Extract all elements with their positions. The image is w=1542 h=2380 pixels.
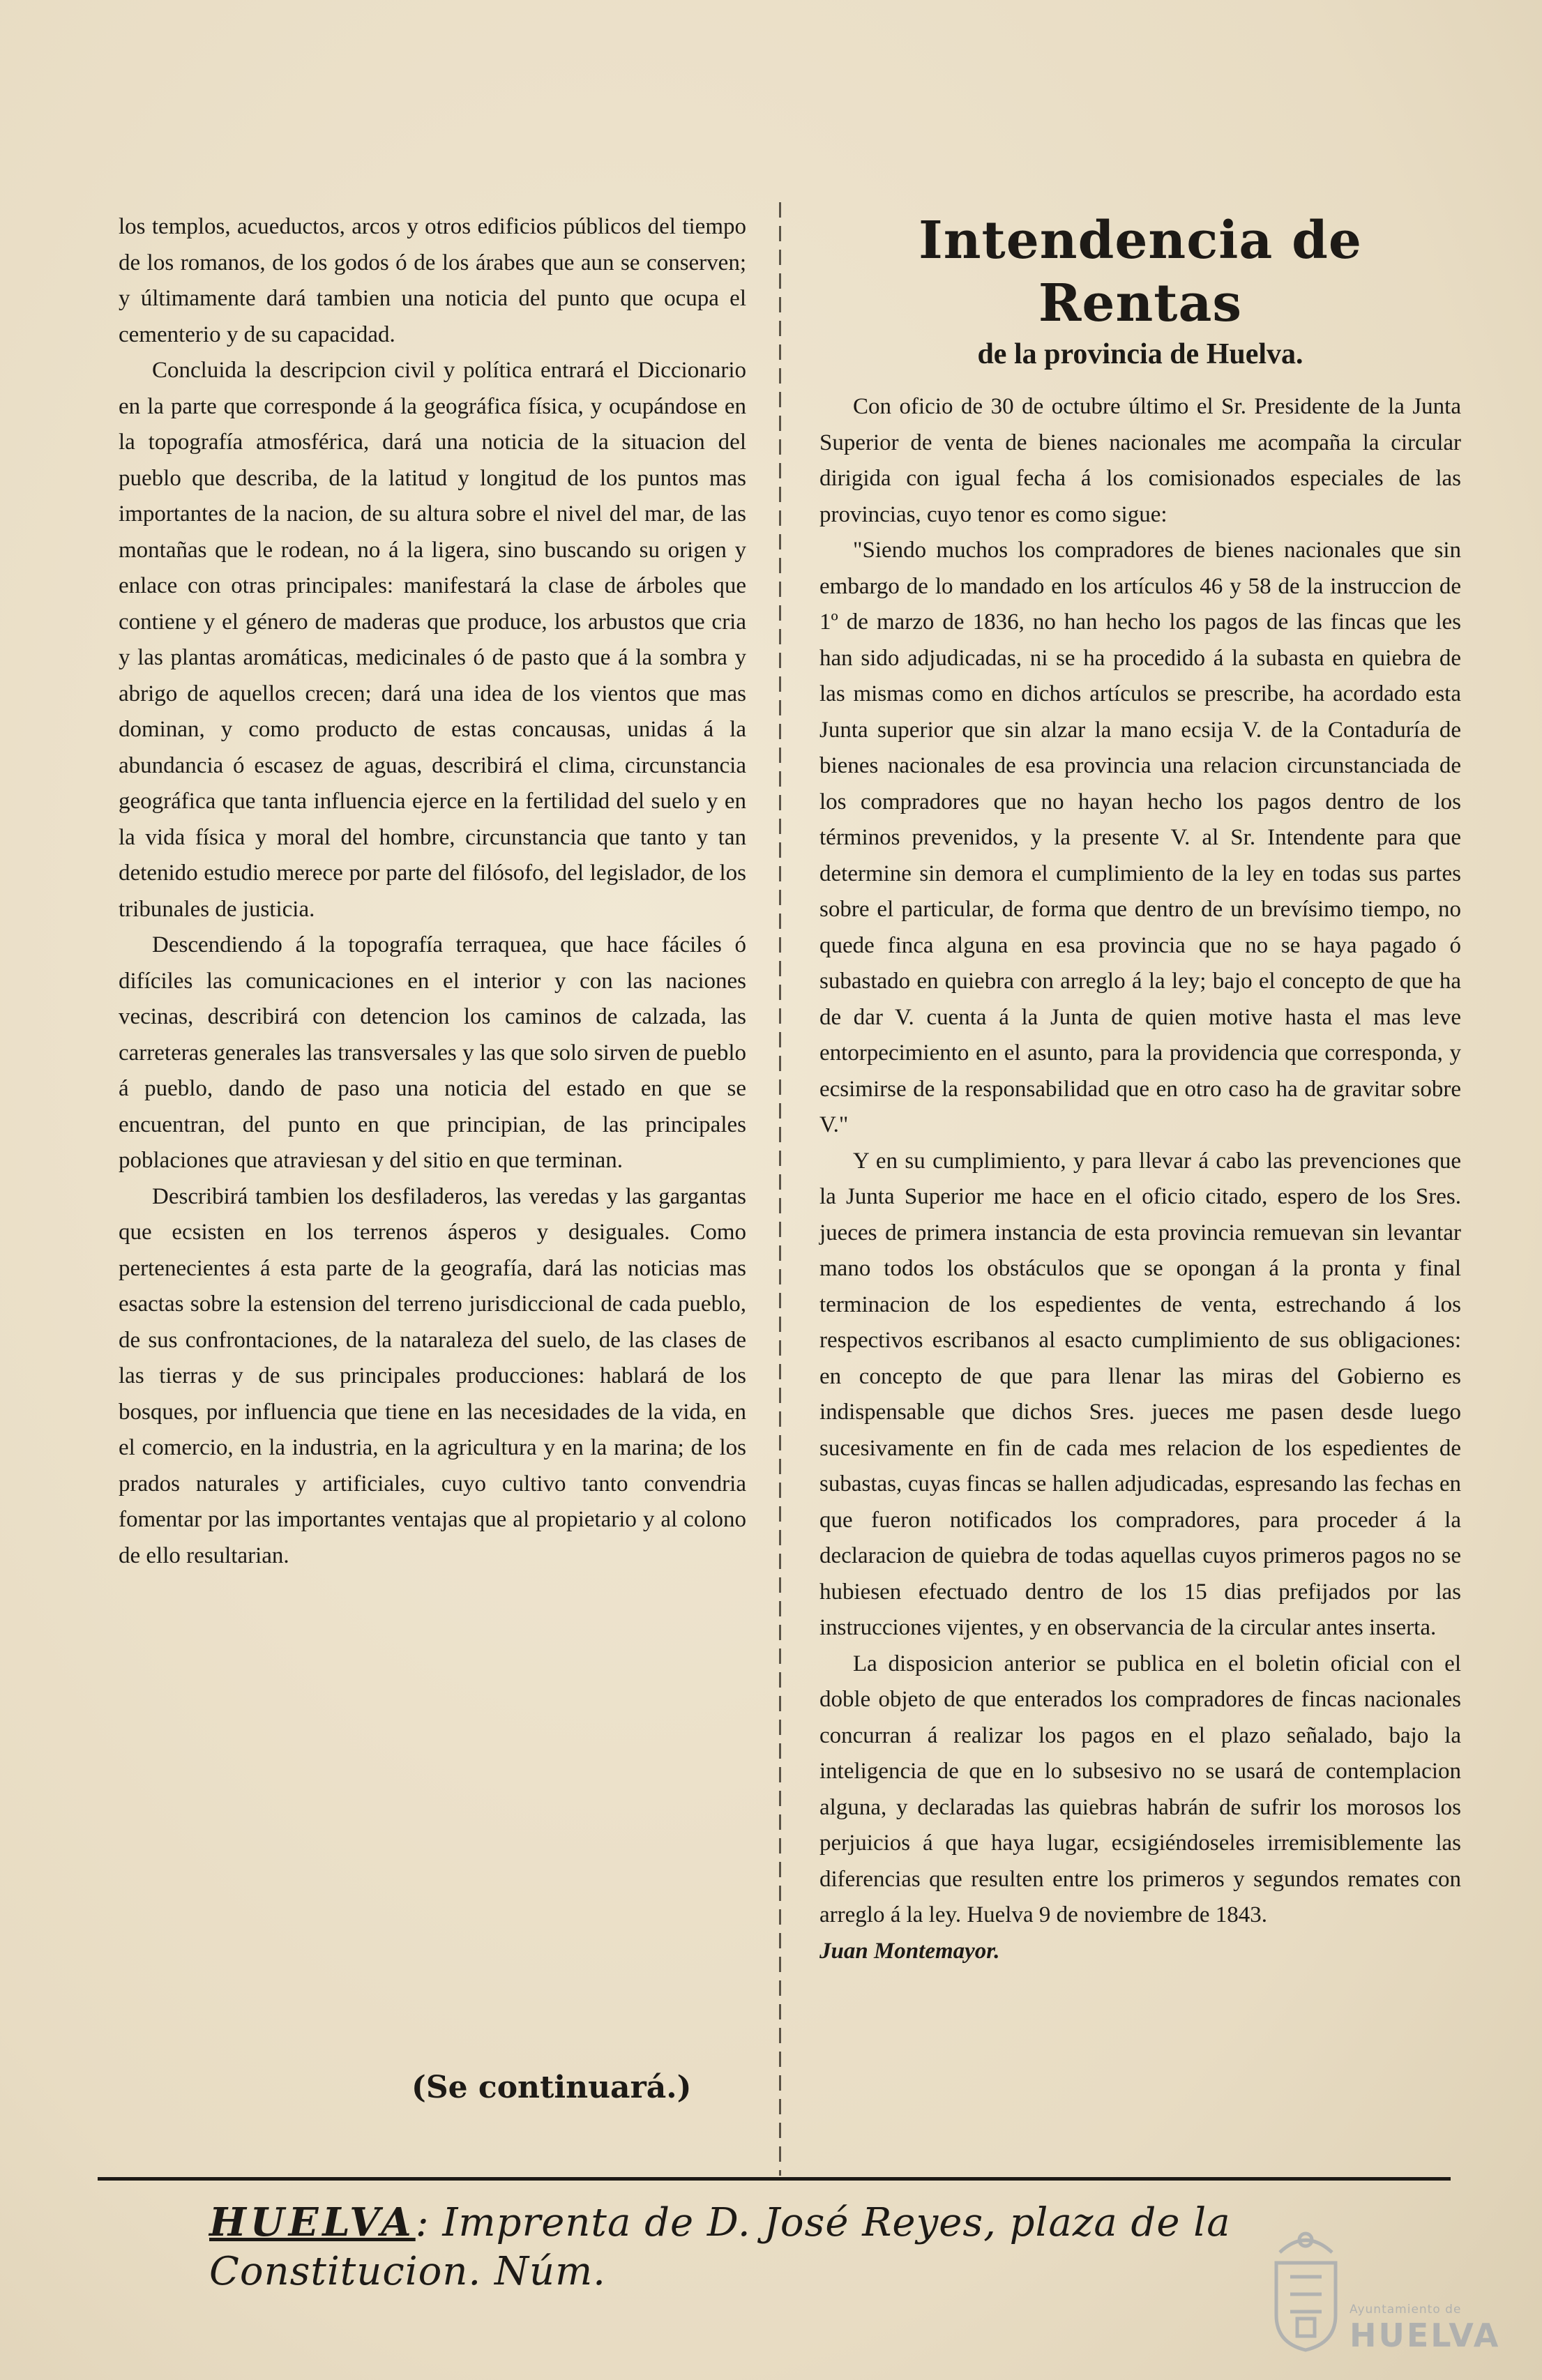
right-paragraph-4: La disposicion anterior se publica en el boletin oficial con el doble objeto de que enterados los compradores de fincas nacionales concurran á realizar los pagos en el plazo señalado, bajo la inteligencia de que en lo subsesivo no se usará de contemplacion alguna, y declaradas las quiebras habrán de sufrir los morosos los perjuicios á que haya lugar, ecsigiéndoseles irremisiblemente las diferencias que resulten entre los primeros y segundos remates con arreglo á la ley. Huelva 9 de noviembre de 1843. [819, 1651, 1461, 1927]
article-subtitle: de la provincia de Huelva. [977, 338, 1303, 370]
right-paragraph-2: "Siendo muchos los compradores de bienes nacionales que sin embargo de lo mandado en los artículos 46 y 58 de la instruccion de 1º de marzo de 1836, no han hecho los pagos de las fincas que les han sido adjudicadas, ni se ha procedido á la subasta en quiebra de las mismas como en dichos artículos se prescribe, ha acordado esta Junta superior que sin alzar la mano ecsija V. de la Contaduría de bienes nacionales de esa provincia una relacion circunstanciada de los compradores que no hayan hecho los pagos dentro de los términos prevenidos, y la presente V. al Sr. Intendente para que determine sin demora el cumplimiento de la ley en todas sus partes sobre el particular, de forma que dentro de un brevísimo tiempo, no quede finca alguna en esa provincia que no se haya pagado ó subastado en quiebra con arreglo á la ley; bajo el concepto de que ha de dar V. cuenta á la Junta de quien motive hasta el mas leve entorpecimiento en el asunto, para la providencia que corresponda, y ecsimirse de la responsabilidad que en otro caso ha de gravitar sobre V." [819, 538, 1461, 1137]
left-column [119, 209, 746, 1574]
watermark-big-text: HUELVA [1350, 2317, 1501, 2354]
coat-of-arms-icon [1266, 2224, 1346, 2354]
imprint-line [209, 2198, 1395, 2296]
imprint-city: HUELVA [209, 2199, 416, 2245]
footer-rule [98, 2177, 1451, 2181]
watermark-small-text: Ayuntamiento de [1350, 2303, 1462, 2317]
left-paragraph-4: Describirá tambien los desfiladeros, las veredas y las gargantas que ecsisten en los terrenos ásperos y desiguales. Como pertenecientes á esta parte de la geografía, dará las noticias mas esactas sobre la estension del terreno jurisdiccional de cada pueblo, de sus confrontaciones, de la nataraleza del suelo, de las clases de las tierras y de sus principales producciones: hablará de los bosques, por influencia que tiene en las necesidades de la vida, en el comercio, en la industria, en la agricultura y en la marina; de los prados naturales y artificiales, cuyo cultivo tanto convendria fomentar por las importantes ventajas que al propietario y al colono de ello resultarian. [119, 1183, 746, 1568]
article-title: Intendencia de Rentas [919, 211, 1362, 333]
archive-watermark [1266, 2224, 1503, 2364]
right-paragraph-1: Con oficio de 30 de octubre último el Sr. Presidente de la Junta Superior de venta de bienes nacionales me acompaña la circular dirigida con igual fecha á los comisionados especiales de las provincias, cuyo tenor es como sigue: [819, 394, 1461, 527]
column-divider [779, 202, 781, 2176]
left-paragraph-3: Descendiendo á la topografía terraquea, que hace fáciles ó difíciles las comunicaciones en el interior y con las naciones vecinas, describirá con detencion los caminos de calzada, las carreteras generales las transversales y las que solo sirven de pueblo á pueblo, dando de paso una noticia del estado en que se encuentran, del punto en que principian, de las principales poblaciones que atraviesan y del sitio en que terminan. [119, 932, 746, 1173]
signature: Juan Montemayor. [819, 1938, 1000, 1964]
right-paragraph-3: Y en su cumplimiento, y para llevar á cabo las prevenciones que la Junta Superior me hace en el oficio citado, espero de los Sres. jueces de primera instancia de esta provincia remuevan sin levantar mano todos los obstáculos que se opongan á la pronta y final terminacion de los espedientes de venta, estrechando á los respectivos escribanos al esacto cumplimiento de sus obligaciones: en concepto de que para llenar las miras del Gobierno es indispensable que dichos Sres. jueces me pasen desde luego sucesivamente en fin de cada mes relacion de los espedientes de subastas, cuyas fincas se hallen adjudicadas, espresando las fechas en que fueron notificados los compradores, para proceder á la declaracion de quiebra de todas aquellas cuyos primeros pagos no se hubiesen efectuado dentro de los 15 dias prefijados por las instrucciones vijentes, y en observancia de la circular antes inserta. [819, 1148, 1461, 1640]
left-paragraph-1: los templos, acueductos, arcos y otros edificios públicos del tiempo de los romanos, de los godos ó de los árabes que aun se conserven; y últimamente dará tambien una noticia del punto que ocupa el cementerio y de su capacidad. [119, 214, 746, 347]
imprint-text: : Imprenta de D. José Reyes, plaza de la Constitucion. Núm. [209, 2200, 1231, 2294]
continued-note: (Se continuará.) [411, 2070, 692, 2105]
left-paragraph-2: Concluida la descripcion civil y política entrará el Diccionario en la parte que corresponde á la geográfica física, y ocupándose en la topografía atmosférica, dará una noticia de la situacion del pueblo que describa, de la latitud y longitud de los puntos mas importantes de la nacion, de su altura sobre el nivel del mar, de las montañas que le rodean, no á la ligera, sino buscando su origen y enlace con otras principales: manifestará la clase de árboles que contiene y el género de maderas que produce, los arbustos que cria y las plantas aromáticas, medicinales ó de pasto que á la sombra y abrigo de aquellos crecen; dará una idea de los vientos que mas dominan, y como producto de estas concausas, unidas á la abundancia ó escasez de aguas, describirá el clima, circunstancia geográfica que tanta influencia ejerce en la fertilidad del suelo y en la vida física y moral del hombre, circunstancia que tanto y tan detenido estudio merece por parte del filósofo, del legislador, de los tribunales de justicia. [119, 358, 746, 922]
right-column [819, 209, 1461, 1969]
